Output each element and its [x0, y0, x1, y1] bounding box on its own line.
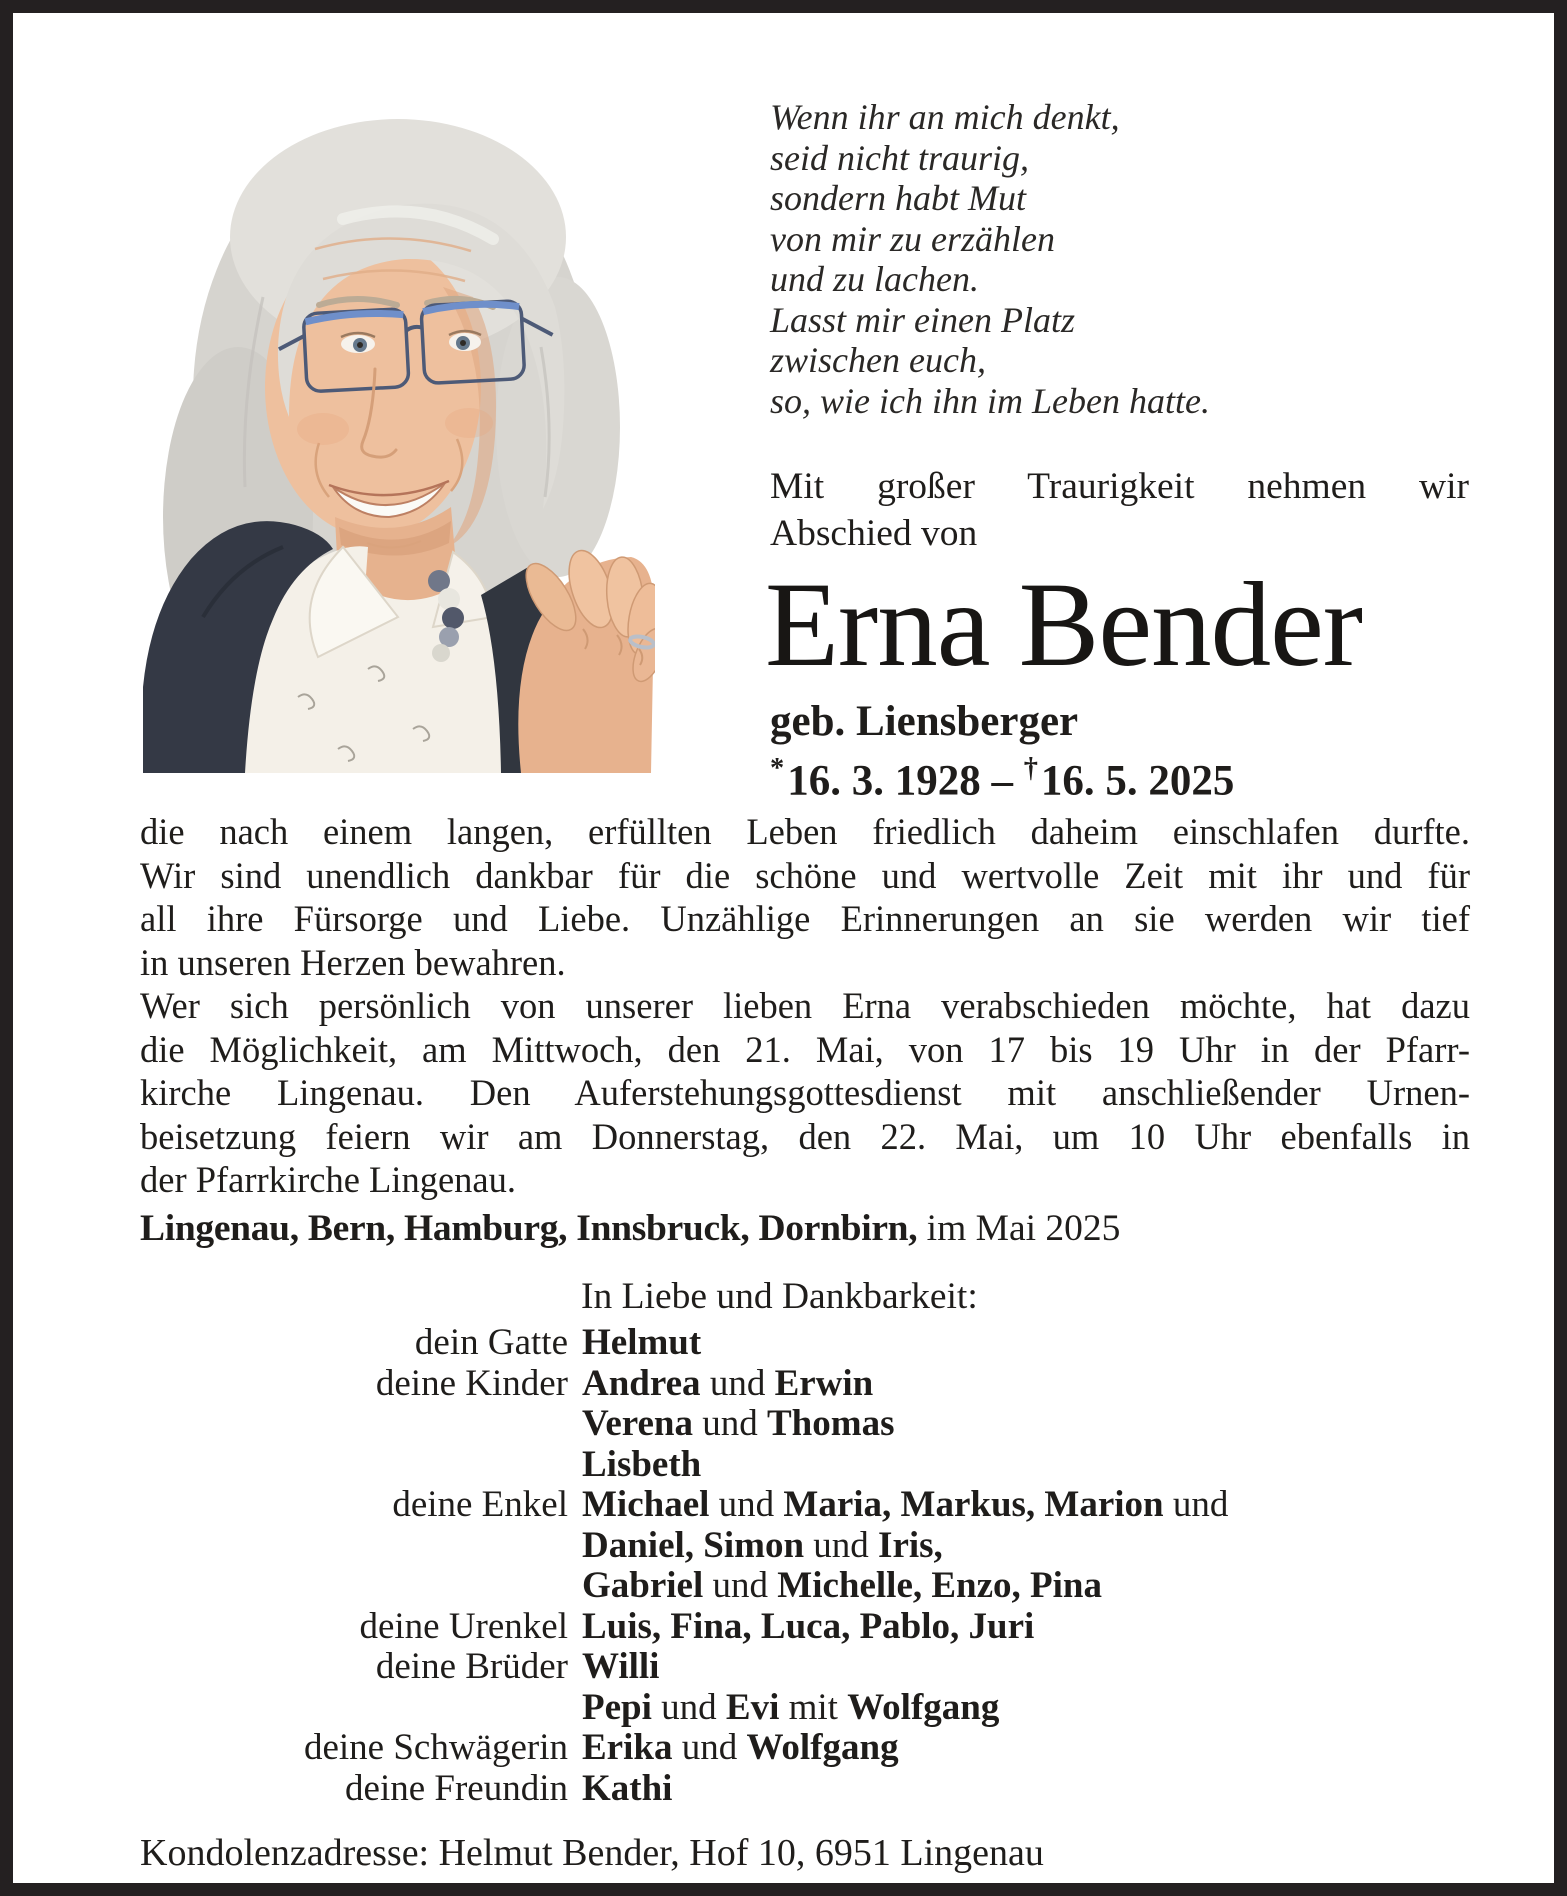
- family-member-name: Erika: [582, 1727, 673, 1768]
- family-member-name: Erwin: [774, 1362, 874, 1404]
- family-names: [568, 1728, 1470, 1769]
- family-row: [140, 1323, 1470, 1364]
- family-connector: mit: [779, 1686, 848, 1728]
- cities-line: [140, 1207, 1470, 1251]
- family-member-name: Luis, Fina, Luca, Pablo, Juri: [582, 1605, 1035, 1647]
- family-member-name: Thomas: [767, 1403, 895, 1444]
- family-row: [140, 1728, 1470, 1769]
- death-date: 16. 5. 2025: [1040, 757, 1235, 805]
- family-role: [140, 1445, 568, 1486]
- condolence-address: Kondolenzadresse: Helmut Bender, Hof 10, 6951 Lingenau: [140, 1832, 1044, 1874]
- birth-symbol: *: [770, 753, 785, 784]
- obituary-line: beisetzung feiern wir am Donnerstag, den 22. Mai, um 10 Uhr ebenfalls in: [140, 1115, 1470, 1157]
- obituary-line: Wir sind unendlich dankbar für die schöne und wertvolle Zeit mit ihr und für: [140, 854, 1470, 896]
- family-names: [568, 1647, 1470, 1688]
- family-names: [568, 1364, 1470, 1405]
- family-names: [568, 1485, 1470, 1526]
- family-row: [140, 1688, 1470, 1729]
- family-row: [140, 1769, 1470, 1810]
- intro-line: Mit großer Traurigkeit nehmen wir: [770, 466, 1469, 507]
- obituary-line: kirche Lingenau. Den Auferstehungsgottesdienst mit anschließender Urnen-: [140, 1072, 1470, 1113]
- family-names: [568, 1445, 1470, 1486]
- family-role: [140, 1404, 568, 1445]
- poem-line: von mir zu erzählen: [770, 218, 1055, 259]
- date-separator: –: [991, 757, 1013, 805]
- obituary-line: die Möglichkeit, am Mittwoch, den 21. Mai, von 17 bis 19 Uhr in der Pfarr-: [140, 1028, 1470, 1070]
- obituary-line: in unseren Herzen bewahren.: [140, 941, 566, 983]
- family-member-name: Kathi: [582, 1767, 673, 1809]
- family-role: [140, 1566, 568, 1607]
- family-names: [568, 1769, 1470, 1810]
- cities-bold: Lingenau, Bern, Hamburg, Innsbruck, Dornbirn,: [140, 1208, 918, 1249]
- family-role: dein Gatte: [414, 1322, 568, 1363]
- birth-date: 16. 3. 1928: [787, 757, 981, 805]
- poem-line: Lasst mir einen Platz: [770, 299, 1076, 340]
- death-symbol: †: [1023, 753, 1038, 784]
- deceased-name: Erna Bender: [765, 558, 1363, 692]
- family-names: [568, 1688, 1470, 1729]
- raised-hand: [516, 545, 655, 773]
- family-connector: und: [651, 1686, 726, 1728]
- poem-line: sondern habt Mut: [770, 178, 1026, 218]
- family-list: [140, 1323, 1470, 1809]
- obituary-line: der Pfarrkirche Lingenau.: [140, 1159, 516, 1200]
- family-member-name: Wolfgang: [847, 1686, 1000, 1728]
- family-names: [568, 1607, 1470, 1648]
- family-connector: und: [804, 1524, 879, 1566]
- obituary-line: die nach einem langen, erfüllten Leben friedlich daheim einschlafen durfte.: [140, 811, 1470, 852]
- family-names: [568, 1404, 1470, 1445]
- poem-line: zwischen euch,: [770, 340, 986, 380]
- portrait-photo: [143, 97, 655, 773]
- gratitude-line: In Liebe und Dankbarkeit:: [581, 1276, 978, 1317]
- intro-line: Abschied von: [770, 512, 978, 554]
- family-role: [140, 1526, 568, 1567]
- family-connector: und: [700, 1362, 775, 1404]
- maiden-name: geb. Liensberger: [770, 698, 1079, 745]
- family-member-name: Lisbeth: [582, 1443, 702, 1485]
- family-member-name: Michael: [582, 1484, 710, 1525]
- family-member-name: Iris,: [878, 1524, 943, 1566]
- family-member-name: Gabriel: [582, 1565, 704, 1606]
- family-role: deine Enkel: [392, 1484, 568, 1525]
- life-dates: [770, 746, 1234, 804]
- memorial-poem: [770, 97, 1430, 421]
- family-connector: und: [709, 1484, 784, 1525]
- obituary-line: all ihre Fürsorge und Liebe. Unzählige Erinnerungen an sie werden wir tief: [140, 898, 1470, 939]
- family-role: deine Kinder: [375, 1362, 568, 1404]
- family-role: deine Freundin: [345, 1767, 568, 1809]
- family-role: deine Schwägerin: [303, 1727, 568, 1768]
- poem-line: und zu lachen.: [770, 259, 979, 299]
- family-member-name: Wolfgang: [746, 1727, 899, 1768]
- family-row: [140, 1607, 1470, 1648]
- family-row: [140, 1364, 1470, 1405]
- family-member-name: Willi: [582, 1646, 660, 1687]
- family-row: [140, 1526, 1470, 1567]
- family-member-name: Michelle, Enzo, Pina: [777, 1565, 1103, 1606]
- family-connector: und: [703, 1565, 778, 1606]
- family-member-name: Helmut: [582, 1322, 702, 1363]
- family-names: [568, 1566, 1470, 1607]
- family-names: [568, 1526, 1470, 1567]
- family-connector: und: [1163, 1484, 1229, 1525]
- family-role: deine Urenkel: [359, 1605, 568, 1647]
- family-connector: und: [672, 1727, 747, 1768]
- family-member-name: Andrea: [582, 1362, 701, 1404]
- family-member-name: Verena: [582, 1403, 693, 1444]
- family-row: [140, 1404, 1470, 1445]
- family-member-name: Evi: [725, 1686, 780, 1728]
- obituary-line: Wer sich persönlich von unserer lieben Erna verabschieden möchte, hat dazu: [140, 985, 1470, 1026]
- family-names: [568, 1323, 1470, 1364]
- family-row: [140, 1445, 1470, 1486]
- poem-line: so, wie ich ihn im Leben hatte.: [770, 380, 1210, 421]
- family-member-name: Daniel, Simon: [582, 1524, 805, 1566]
- intro-text: [770, 464, 1469, 557]
- cities-date: im Mai 2025: [917, 1208, 1121, 1249]
- family-member-name: Maria, Markus, Marion: [783, 1484, 1164, 1525]
- family-row: [140, 1566, 1470, 1607]
- family-connector: und: [693, 1403, 767, 1444]
- family-row: [140, 1485, 1470, 1526]
- family-role: deine Brüder: [375, 1646, 568, 1687]
- poem-line: Wenn ihr an mich denkt,: [770, 97, 1120, 137]
- family-role: [140, 1688, 568, 1729]
- portrait-illustration: [143, 97, 655, 773]
- family-row: [140, 1647, 1470, 1688]
- poem-line: seid nicht traurig,: [770, 137, 1029, 178]
- family-member-name: Pepi: [582, 1686, 652, 1728]
- obituary-body: [140, 810, 1470, 1202]
